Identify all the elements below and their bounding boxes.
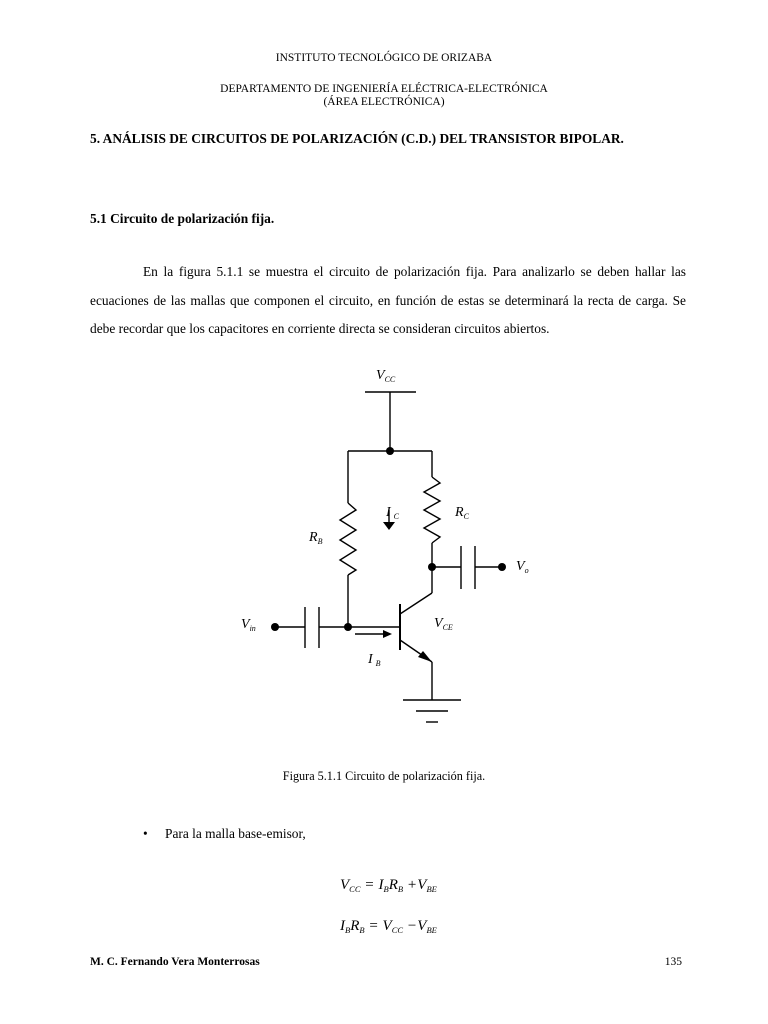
- junction-dot-collector: [428, 563, 436, 571]
- emitter-arrowhead: [418, 651, 432, 662]
- label-rb: $R_B$: [309, 530, 323, 546]
- figure-caption: Figura 5.1.1 Circuito de polarización fija.: [282, 769, 486, 783]
- header-area: (ÁREA ELECTRÓNICA): [323, 96, 445, 108]
- fixed-bias-circuit-diagram: [0, 355, 768, 750]
- page-number: 135: [664, 956, 682, 968]
- label-vce: $V_{CE}$: [434, 616, 453, 632]
- label-rc: $R_C$: [455, 505, 469, 521]
- transistor-collector-lead: [400, 593, 432, 614]
- terminal-vo: [498, 563, 506, 571]
- equation-2: $I_BR_B = V_{CC} -V_{BE}$: [340, 918, 437, 935]
- body-paragraph: En la figura 5.1.1 se muestra el circuito de polarización fija. Para analizarlo se deben hallar las ecuaciones de las mallas que componen el circuito, en función de estas se determinará la recta de carga. Se debe recordar que los capacitores en corriente directa se consideran circuitos abiertos.: [90, 264, 686, 336]
- chapter-title: 5. ANÁLISIS DE CIRCUITOS DE POLARIZACIÓN (C.D.) DEL TRANSISTOR BIPOLAR.: [90, 131, 624, 146]
- bullet-dot: •: [143, 826, 148, 841]
- rb-resistor: [340, 503, 356, 575]
- junction-dot-vcc: [386, 447, 394, 455]
- label-ib: I $_B$: [368, 652, 381, 668]
- label-ic: I $_C$: [386, 505, 400, 521]
- rc-resistor: [424, 477, 440, 543]
- equation-1: $V_{CC} = I_BR_B +V_{BE}$: [340, 877, 437, 894]
- label-vcc: $V_{CC}$: [376, 368, 396, 384]
- bullet-text: Para la malla base-emisor,: [165, 826, 306, 841]
- header-institute: INSTITUTO TECNOLÓGICO DE ORIZABA: [275, 52, 493, 64]
- footer-author: M. C. Fernando Vera Monterrosas: [90, 956, 260, 968]
- ib-arrowhead: [383, 630, 392, 638]
- section-title: 5.1 Circuito de polarización fija.: [90, 211, 275, 226]
- label-vo: $V_o$: [516, 559, 529, 575]
- bullet-item: [143, 826, 306, 842]
- terminal-vin: [271, 623, 279, 631]
- label-vin: $V_{in}$: [241, 617, 256, 633]
- ic-arrowhead: [383, 522, 395, 530]
- junction-dot-base: [344, 623, 352, 631]
- header-department: DEPARTAMENTO DE INGENIERÍA ELÉCTRICA-ELECTRÓNICA: [220, 83, 548, 95]
